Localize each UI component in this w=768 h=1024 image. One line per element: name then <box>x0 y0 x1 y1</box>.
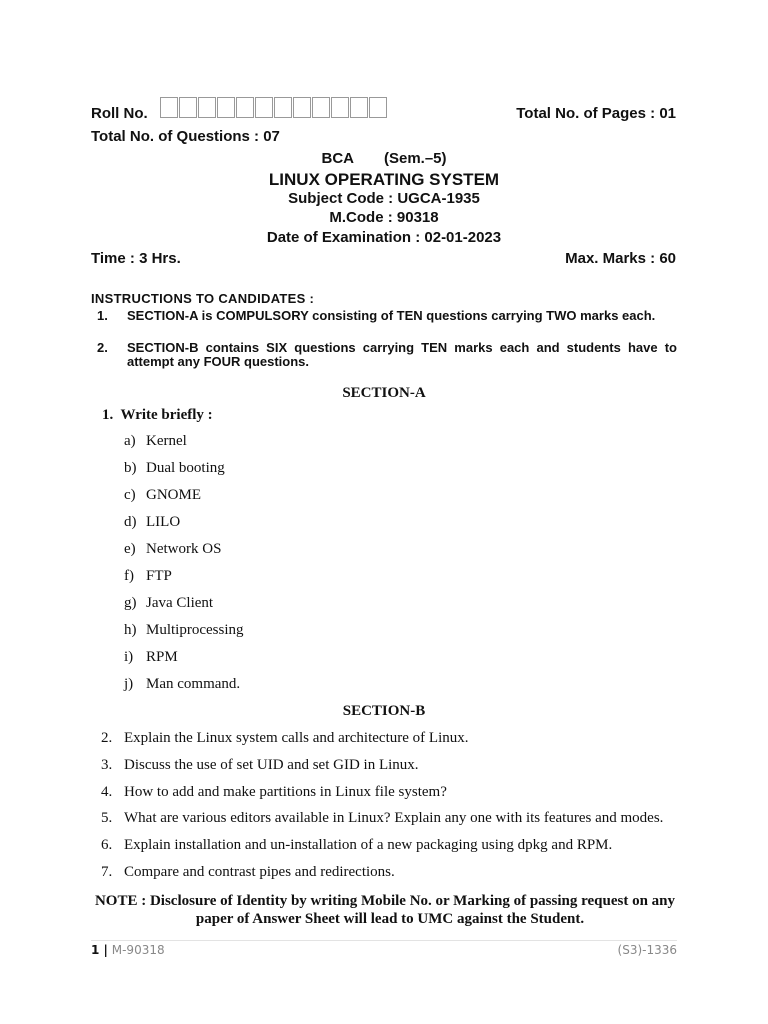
list-item <box>124 568 172 585</box>
item-label: c) <box>124 487 136 503</box>
item-label: e) <box>124 541 136 557</box>
roll-number-box <box>198 97 216 118</box>
list-item <box>124 460 225 477</box>
m-code: M.Code : 90318 <box>329 209 439 226</box>
total-pages: Total No. of Pages : 01 <box>516 105 676 122</box>
footer-left <box>91 943 165 957</box>
total-questions: Total No. of Questions : 07 <box>91 128 280 145</box>
question-text: Explain installation and un-installation of a new packaging using dpkg and RPM. <box>124 837 613 853</box>
disclosure-note <box>88 892 682 928</box>
question-item <box>101 810 663 827</box>
roll-number-box <box>217 97 235 118</box>
semester: (Sem.–5) <box>383 150 447 167</box>
question-text: Discuss the use of set UID and set GID in Linux. <box>124 757 419 773</box>
roll-number-box <box>331 97 349 118</box>
list-item <box>124 622 244 639</box>
subject-code: Subject Code : UGCA-1935 <box>288 190 480 207</box>
list-item <box>124 514 180 531</box>
roll-number-box <box>350 97 368 118</box>
instruction-text: SECTION-A is COMPULSORY consisting of TEN questions carrying TWO marks each. <box>127 308 656 323</box>
item-label: d) <box>124 514 137 530</box>
list-item <box>124 433 187 450</box>
item-label: b) <box>124 460 137 476</box>
instruction-item <box>97 309 677 323</box>
roll-number-box <box>236 97 254 118</box>
item-text: Dual booting <box>146 460 225 476</box>
instruction-number: 1. <box>97 308 108 323</box>
item-text: Man command. <box>146 676 241 692</box>
question-item <box>101 784 447 801</box>
item-text: GNOME <box>146 487 201 503</box>
item-text: Java Client <box>146 595 214 611</box>
item-text: LILO <box>146 514 181 530</box>
question-number: 2. <box>101 730 113 746</box>
question-text: What are various editors available in Linux? Explain any one with its features and modes. <box>124 810 664 826</box>
page-number: 1 | <box>91 943 108 957</box>
list-item <box>124 595 213 612</box>
question-item <box>101 837 612 854</box>
footer-ref: (S3)-1336 <box>617 943 677 957</box>
question-number: 4. <box>101 784 113 800</box>
section-b-heading: SECTION-B <box>342 703 426 719</box>
roll-number-box <box>160 97 178 118</box>
question-item <box>101 730 468 747</box>
item-text: Network OS <box>146 541 222 557</box>
item-label: f) <box>124 568 134 584</box>
exam-date: Date of Examination : 02-01-2023 <box>266 229 502 246</box>
question-number: 6. <box>101 837 113 853</box>
roll-number-box <box>312 97 330 118</box>
question-item <box>101 864 395 881</box>
list-item <box>124 649 178 666</box>
course-line <box>0 150 768 167</box>
question-number: 5. <box>101 810 113 826</box>
footer-divider <box>91 940 677 941</box>
item-text: FTP <box>146 568 172 584</box>
instruction-text: SECTION-B contains SIX questions carrying TEN marks each and students have to attempt any FOUR questions. <box>127 340 677 369</box>
list-item <box>124 541 221 558</box>
roll-number-box <box>255 97 273 118</box>
instruction-item <box>97 341 677 369</box>
instruction-number: 2. <box>97 340 108 355</box>
item-text: Kernel <box>146 433 187 449</box>
list-item <box>124 676 240 693</box>
question-text: Explain the Linux system calls and architecture of Linux. <box>124 730 469 746</box>
exam-time: Time : 3 Hrs. <box>91 250 181 267</box>
max-marks: Max. Marks : 60 <box>565 250 676 267</box>
item-text: Multiprocessing <box>146 622 244 638</box>
roll-number-boxes <box>160 97 388 118</box>
question-1: 1. Write briefly : <box>102 407 213 423</box>
question-text: How to add and make partitions in Linux file system? <box>124 784 447 800</box>
paper-title: LINUX OPERATING SYSTEM <box>268 170 500 189</box>
roll-number-box <box>293 97 311 118</box>
instructions-heading: INSTRUCTIONS TO CANDIDATES : <box>91 291 315 306</box>
item-label: i) <box>124 649 134 665</box>
note-line-1: NOTE : Disclosure of Identity by writing Mobile No. or Marking of passing request on any <box>94 893 676 909</box>
item-text: RPM <box>146 649 178 665</box>
item-label: h) <box>124 622 137 638</box>
footer-code: M-90318 <box>111 943 165 957</box>
course-name: BCA <box>321 150 354 167</box>
item-label: a) <box>124 433 136 449</box>
roll-number-label: Roll No. <box>91 105 148 122</box>
question-number: 7. <box>101 864 113 880</box>
roll-number-box <box>274 97 292 118</box>
roll-number-box <box>179 97 197 118</box>
question-text: Compare and contrast pipes and redirections. <box>124 864 395 880</box>
item-label: g) <box>124 595 137 611</box>
roll-number-box <box>369 97 387 118</box>
note-line-2: paper of Answer Sheet will lead to UMC against the Student. <box>195 911 585 927</box>
question-item <box>101 757 419 774</box>
item-label: j) <box>124 676 134 692</box>
question-number: 3. <box>101 757 113 773</box>
section-a-heading: SECTION-A <box>342 385 426 401</box>
list-item <box>124 487 201 504</box>
